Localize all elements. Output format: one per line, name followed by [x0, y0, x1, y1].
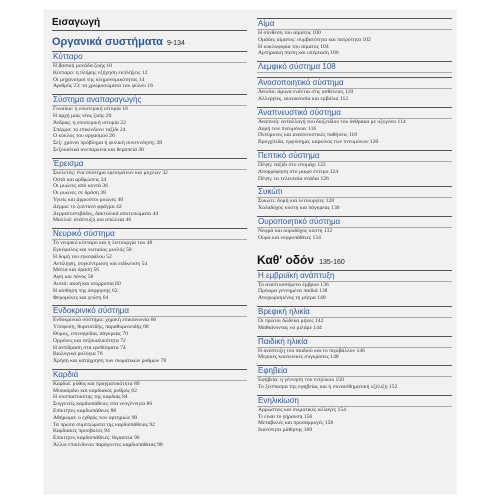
- toc-entry: Σπέρμα: το επικίνδυνο ταξίδι 24: [53, 126, 126, 133]
- toc-entry: Το αναπτυσσόμενο έμβρυο 136: [258, 281, 329, 288]
- section-entries: [52, 381, 247, 449]
- toc-entry: Πέψη: τα τελευταία στάδια 126: [258, 175, 329, 182]
- book-page: [44, 10, 456, 494]
- section-gap: [257, 57, 452, 59]
- section-gap: [52, 449, 247, 451]
- part-title-text: Οργανικά συστήματα: [52, 36, 163, 48]
- toc-entry: Μυοκάρδιο και καρδιακός ρυθμός 82: [53, 387, 137, 394]
- toc-entry: Η σύνθεση του αίματος 100: [258, 30, 321, 36]
- toc-entry: Το νευρικό κύτταρο και η λειτουργία του 48: [53, 240, 153, 247]
- toc-entry: Άλλοι επικίνδυνοι παράγοντες καρδιοπάθειας 98: [53, 442, 163, 449]
- section-title: Ουροποιητικό σύστημα: [257, 216, 452, 228]
- toc-entry: Συγγενείς καρδιοπάθειες στα νεογέννητα 86: [53, 401, 153, 408]
- toc-entry: Συκώτι: δομή και λειτουργίες 128: [258, 198, 335, 205]
- left-column: [52, 16, 247, 451]
- toc-entry: Επίκτητες καρδιοπάθειες 88: [53, 408, 117, 415]
- section-title: Η εμβρυϊκή ανάπτυξη: [257, 270, 452, 282]
- toc-entry: Πρόωρα γεννημένα παιδιά 138: [258, 288, 328, 295]
- toc-entry: Σκελετός: ένα σύστημα ερεισμάτων και μοχλών 32: [53, 169, 168, 176]
- part-pages: 9-134: [166, 40, 185, 47]
- toc-entry: Τι είναι το γήρανση 156: [258, 413, 313, 420]
- section-gap: [52, 224, 247, 226]
- section-title: Ενδοκρινικό σύστημα: [52, 305, 247, 317]
- toc-entry: Οι μηχανισμοί της κληρονομικότητας 14: [53, 76, 145, 83]
- toc-entry: Αρρώστιες και σωματικές αλλαγές 154: [258, 406, 346, 413]
- toc-entry: Αποχωρισμένος τη μήτρα 140: [258, 295, 326, 302]
- section-entries: [257, 119, 452, 146]
- toc-entry: Μαθαίνοντας να μιλάμε 144: [258, 324, 322, 331]
- part-title: [52, 35, 247, 49]
- section-gap: [257, 242, 452, 244]
- section-entries: [257, 198, 452, 212]
- section-title: Συκώτι: [257, 186, 452, 198]
- section-entries: [52, 170, 247, 224]
- section-entries: [257, 30, 452, 57]
- part2-pages: 135-160: [319, 258, 345, 266]
- toc-entry: Σεξουαλικά ανεπαρκεια και θεραπεία 30: [53, 146, 144, 153]
- toc-entry: Βιολογικά ρολόγια 76: [53, 351, 103, 358]
- section-entries: [257, 318, 452, 332]
- toc-entry: Αυτιά: ακοή και ισορροπία 60: [53, 280, 121, 287]
- toc-entry: Ανοσία: άμυνα ενάντια στις ασθένειες 110: [258, 89, 354, 96]
- part2-title: [257, 252, 452, 268]
- section-entries: [52, 317, 247, 365]
- toc-entry: Μερικές κοινωνικές συγκρίσεις 148: [258, 354, 339, 361]
- toc-entry: Βρογχίτιδα, εμφύσημα, καρκίνος των πνευμόνων 120: [258, 139, 379, 146]
- section-entries: [257, 377, 452, 391]
- toc-entry: Ορμόνες και σεξουαλικότητα 72: [53, 337, 126, 344]
- section-gap: [257, 73, 452, 75]
- toc-entry: Δερματοστιβάδες, δακτυλικά αποτυπώματα 44: [53, 210, 159, 217]
- right-sections-a: [257, 18, 452, 244]
- part2-title-text: Καθ' οδόν: [257, 252, 315, 267]
- left-sections: [52, 51, 247, 451]
- toc-entry: Θύμος, επινεφρίδια, πάγκρεας 70: [53, 330, 128, 337]
- section-title: Νευρικό σύστημα: [52, 228, 247, 240]
- toc-entry: Ομάδες αίματος: συμβατότητα και πατρότητα 102: [258, 36, 371, 43]
- toc-entry: Η ανάπτυξη του παιδιού και το περιβάλλον 146: [258, 347, 365, 354]
- toc-entry: Ο κύκλος του οργασμού 26: [53, 133, 115, 140]
- toc-entry: Άνδρας: η εσωτερική ιστορία 22: [53, 119, 126, 126]
- toc-entry: Οι μυώνες σε δράση 38: [53, 190, 106, 197]
- toc-entry: Χολαδόχος κύστη και πάγκρεας 130: [258, 205, 340, 212]
- section-entries: [257, 282, 452, 302]
- toc-entry: Καρδιά: μύθος και πραγματικότητα 80: [53, 380, 140, 387]
- toc-entry: Μεταβολές και προσαρμογές 158: [258, 420, 334, 427]
- section-gap: [257, 212, 452, 214]
- toc-entry: Η βασική μονάδα ζωής 10: [53, 63, 113, 69]
- section-gap: [52, 90, 247, 92]
- toc-entry: Χρήση και κατάχρηση των σωματικών ρυθμών 78: [53, 358, 167, 365]
- section-entries: [257, 89, 452, 103]
- section-title: Ανοσοποιητικό σύστημα: [257, 77, 452, 89]
- section-gap: [52, 365, 247, 367]
- toc-entry: Οστά και αρθρώσεις 34: [53, 176, 107, 183]
- toc-entry: Δομή των πνευμόνων 116: [258, 125, 317, 132]
- toc-entry: Η δομή του εγκεφάλου 52: [53, 253, 112, 260]
- toc-entry: Υγιείς και άρρωστοι μυώνες 40: [53, 196, 124, 203]
- section-title: Κύτταρο: [52, 51, 247, 63]
- toc-entry: Ικανότητα μάθησης 160: [258, 427, 313, 434]
- section-title: Πεπτικό σύστημα: [257, 150, 452, 162]
- toc-entry: Αντίληψη, συγκέντρωση και ειδίκευση 54: [53, 260, 148, 267]
- section-entries: [257, 228, 452, 242]
- toc-entry: Η αρχή μιας νέας ζωής 20: [53, 112, 112, 119]
- section-gap: [257, 391, 452, 393]
- section-title: Αναπνευστικό σύστημα: [257, 107, 452, 119]
- toc-entry: Καρδιακές προσβολές 94: [53, 428, 110, 435]
- toc-entry: Το ξεσπασμα της εφηβείας και η συναισθηματική εξέλιξη 152: [258, 383, 398, 390]
- toc-entry: Αλλεργίες, αυτοανοσία και εμβόλια 112: [258, 95, 349, 102]
- toc-entry: Οι πρώτοι δώδεκα μήνες 142: [258, 317, 324, 324]
- toc-entry: Ενδοκρινικό σύστημα: χημική επικοινωνία 66: [53, 317, 157, 324]
- section-gap: [52, 301, 247, 303]
- section-title: Αίμα: [257, 18, 452, 30]
- right-column: [257, 16, 452, 436]
- section-gap: [257, 182, 452, 184]
- section-title: Έρεισμα: [52, 158, 247, 170]
- section-gap: [257, 146, 452, 148]
- toc-entry: Δέρμα: το ζωντανό φράγμα 42: [53, 203, 122, 210]
- toc-entry: Η κυκλοφορία του αίματος 104: [258, 43, 329, 50]
- toc-entry: Αρτηριακή πίεση και υπέρταση 106: [258, 50, 339, 57]
- section-gap: [257, 434, 452, 436]
- toc-entry: Οι μυώνες από κοντά 36: [53, 183, 109, 190]
- right-sections-b: [257, 270, 452, 436]
- section-title: Λεμφικό σύστημα 108: [257, 61, 452, 73]
- toc-entry: Επίκτητες καρδιοπάθειες: θεραπεία 96: [53, 435, 140, 442]
- toc-entry: Τα πρώτα συμπτώματα της καρδιοπάθειας 92: [53, 421, 155, 428]
- toc-entry: Φερομόνες και γεύση 64: [53, 294, 109, 301]
- section-title: Καρδιά: [52, 369, 247, 381]
- section-gap: [257, 103, 452, 105]
- toc-entry: Υπόφυση, θυρεοειδής, παραθυρεοειδής 68: [53, 324, 149, 331]
- section-title: Βρεφική ηλικία: [257, 306, 452, 318]
- toc-entry: Η αντίδραση στα ερεθίσματα 74: [53, 344, 126, 351]
- toc-entry: Κύτταρο: η πλήρης εξήγηση εκπλήξεις 12: [53, 69, 148, 76]
- section-title: Ενηλικίωση: [257, 395, 452, 407]
- section-entries: [257, 407, 452, 434]
- section-entries: [52, 106, 247, 154]
- section-gap: [52, 154, 247, 156]
- section-title: Εφηβεία: [257, 365, 452, 377]
- section-entries: [52, 63, 247, 90]
- toc-entry: Γυναίκα: η εσωτερική ιστορία 18: [53, 106, 128, 113]
- section-entries: [52, 240, 247, 301]
- toc-entry: Αθήρωμα: ο εχθρός των αρτηριών 90: [53, 414, 138, 421]
- toc-entry: Ούρα και νεφροπάθειες 134: [258, 234, 321, 241]
- toc-entry: Πέψη: ταξίδι στο στομάχι 122: [258, 161, 326, 168]
- toc-entry: Απορρόφηση στο μικρό έντερο 124: [258, 168, 339, 175]
- toc-entry: Εφηβεία: η γέννηση του ενηλίκου 150: [258, 377, 344, 384]
- section-gap: [257, 302, 452, 304]
- toc-entry: Αριθμός 23: τα χρωμοσώματα του φύλου 16: [53, 83, 153, 90]
- section-title: Παιδική ηλικία: [257, 336, 452, 348]
- section-entries: [257, 348, 452, 362]
- toc-entry: Νεφρά και ουροδόχος κύστη 132: [258, 227, 333, 234]
- toc-entry: Εγκέφαλος και νωτιαίος μυελός 50: [53, 246, 132, 253]
- toc-entry: Πνεύμονες και αναπνευστικές παθήσεις 118: [258, 132, 358, 139]
- toc-entry: Η αίσθηση της όσφρησης 62: [53, 287, 118, 294]
- section-entries: [257, 162, 452, 182]
- section-gap: [257, 361, 452, 363]
- toc-entry: Σεξ: χρόνιο πρόβλημα ή φυλική συνεννόηση; 28: [53, 140, 163, 147]
- toc-entry: Αναπνοή: ανταλλαγή του διοξειδίου του άνθρακα με οξυγόνο 114: [258, 118, 406, 125]
- toc-entry: Αφή και πόνος 58: [53, 274, 94, 281]
- intro-title: Εισαγωγή: [52, 16, 247, 31]
- section-gap: [257, 332, 452, 334]
- toc-entry: Μάτια και όραση 56: [53, 267, 100, 274]
- section-title: Σύστημα αναπαραγωγής: [52, 94, 247, 106]
- toc-entry: Μαλλιά: ανάπτυξη και απώλεια 46: [53, 217, 132, 224]
- toc-entry: Η συσπαστικότης της καρδιάς 84: [53, 394, 128, 401]
